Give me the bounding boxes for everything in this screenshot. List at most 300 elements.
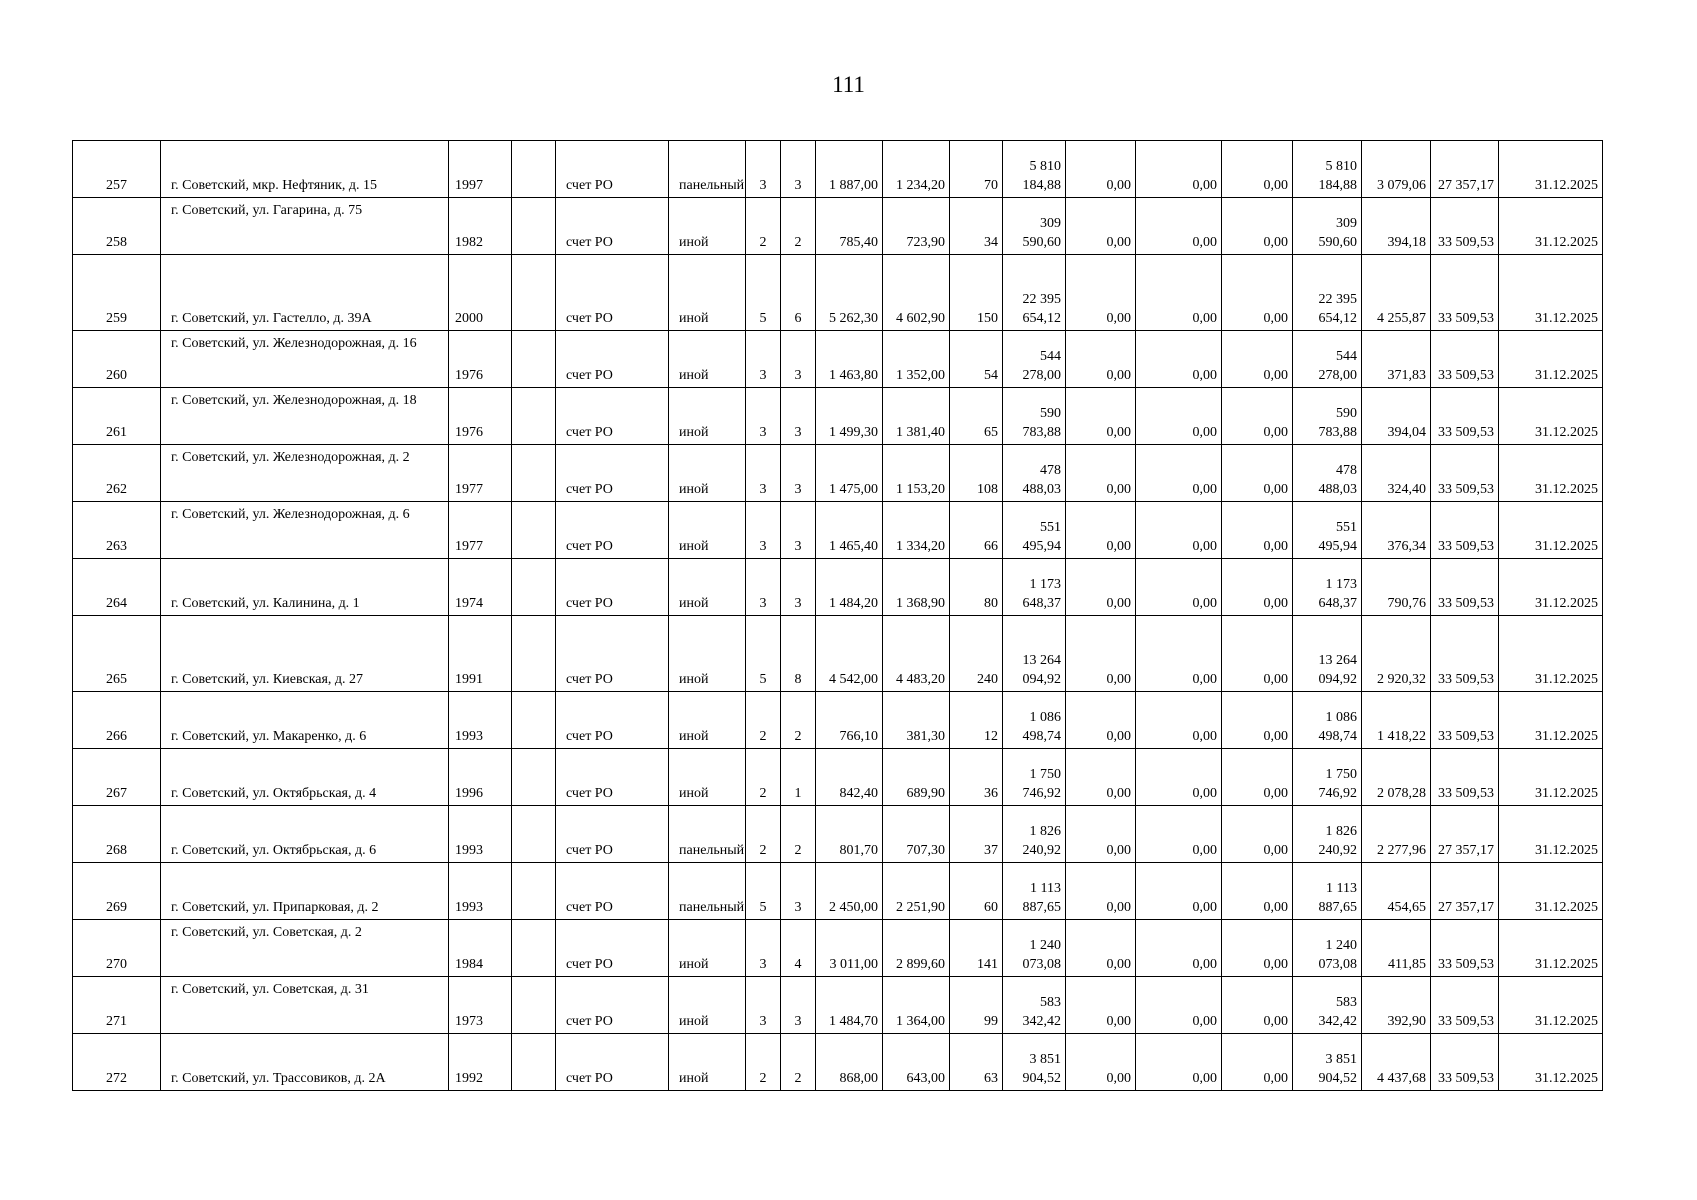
deadline-cell: 31.12.2025 [1499,502,1603,559]
num-cell: 257 [73,141,161,198]
area-living-cell: 1 364,00 [883,977,950,1034]
floors-cell: 5 [746,863,781,920]
cost-fund-cell: 544 278,00 [1293,331,1362,388]
cost-budget-local-cell: 0,00 [1222,559,1293,616]
wall-material-cell: иной [669,445,746,502]
blank-cell [512,331,556,388]
entrances-cell: 3 [781,331,816,388]
num-cell: 261 [73,388,161,445]
cost-fund-cell: 551 495,94 [1293,502,1362,559]
account-cell: счет РО [556,616,669,692]
area-living-cell: 4 483,20 [883,616,950,692]
num-cell: 258 [73,198,161,255]
floors-cell: 3 [746,141,781,198]
cost-budget-regional-cell: 0,00 [1136,977,1222,1034]
num-cell: 271 [73,977,161,1034]
account-cell: счет РО [556,1034,669,1091]
cost-budget-local-cell: 0,00 [1222,198,1293,255]
entrances-cell: 3 [781,863,816,920]
cost-per-m2-cell: 394,18 [1362,198,1431,255]
cost-limit-cell: 33 509,53 [1431,255,1499,331]
area-living-cell: 1 368,90 [883,559,950,616]
address-cell: г. Советский, мкр. Нефтяник, д. 15 [161,141,449,198]
account-cell: счет РО [556,920,669,977]
num-cell: 266 [73,692,161,749]
num-cell: 262 [73,445,161,502]
year-cell: 1977 [449,445,512,502]
address-cell: г. Советский, ул. Железнодорожная, д. 6 [161,502,449,559]
deadline-cell: 31.12.2025 [1499,1034,1603,1091]
residents-cell: 65 [950,388,1003,445]
num-cell: 260 [73,331,161,388]
cost-per-m2-cell: 2 078,28 [1362,749,1431,806]
wall-material-cell: иной [669,616,746,692]
table-row [73,331,1603,388]
cost-budget-local-cell: 0,00 [1222,692,1293,749]
area-total-cell: 1 484,20 [816,559,883,616]
cost-budget-federal-cell: 0,00 [1066,692,1136,749]
wall-material-cell: иной [669,749,746,806]
account-cell: счет РО [556,331,669,388]
cost-fund-cell: 1 173 648,37 [1293,559,1362,616]
table-row [73,255,1603,331]
entrances-cell: 3 [781,977,816,1034]
area-total-cell: 3 011,00 [816,920,883,977]
cost-fund-cell: 478 488,03 [1293,445,1362,502]
wall-material-cell: иной [669,198,746,255]
cost-fund-cell: 1 750 746,92 [1293,749,1362,806]
account-cell: счет РО [556,502,669,559]
cost-per-m2-cell: 376,34 [1362,502,1431,559]
blank-cell [512,806,556,863]
account-cell: счет РО [556,977,669,1034]
year-cell: 1991 [449,616,512,692]
wall-material-cell: панельный [669,141,746,198]
floors-cell: 2 [746,749,781,806]
cost-budget-regional-cell: 0,00 [1136,863,1222,920]
cost-total-cell: 1 113 887,65 [1003,863,1066,920]
deadline-cell: 31.12.2025 [1499,749,1603,806]
account-cell: счет РО [556,692,669,749]
account-cell: счет РО [556,388,669,445]
address-cell: г. Советский, ул. Советская, д. 2 [161,920,449,977]
area-total-cell: 785,40 [816,198,883,255]
cost-limit-cell: 33 509,53 [1431,331,1499,388]
residents-cell: 63 [950,1034,1003,1091]
table-row [73,445,1603,502]
account-cell: счет РО [556,141,669,198]
blank-cell [512,255,556,331]
entrances-cell: 3 [781,445,816,502]
account-cell: счет РО [556,863,669,920]
blank-cell [512,559,556,616]
cost-limit-cell: 33 509,53 [1431,920,1499,977]
cost-budget-regional-cell: 0,00 [1136,255,1222,331]
area-total-cell: 4 542,00 [816,616,883,692]
cost-limit-cell: 33 509,53 [1431,445,1499,502]
cost-budget-local-cell: 0,00 [1222,977,1293,1034]
deadline-cell: 31.12.2025 [1499,198,1603,255]
deadline-cell: 31.12.2025 [1499,141,1603,198]
cost-total-cell: 544 278,00 [1003,331,1066,388]
area-living-cell: 2 251,90 [883,863,950,920]
num-cell: 267 [73,749,161,806]
table-row [73,920,1603,977]
area-living-cell: 381,30 [883,692,950,749]
entrances-cell: 4 [781,920,816,977]
address-cell: г. Советский, ул. Октябрьская, д. 6 [161,806,449,863]
wall-material-cell: панельный [669,863,746,920]
cost-limit-cell: 33 509,53 [1431,502,1499,559]
area-total-cell: 1 499,30 [816,388,883,445]
cost-per-m2-cell: 2 277,96 [1362,806,1431,863]
cost-budget-regional-cell: 0,00 [1136,806,1222,863]
wall-material-cell: иной [669,977,746,1034]
address-cell: г. Советский, ул. Советская, д. 31 [161,977,449,1034]
table-row [73,559,1603,616]
area-living-cell: 707,30 [883,806,950,863]
floors-cell: 2 [746,1034,781,1091]
wall-material-cell: иной [669,331,746,388]
num-cell: 259 [73,255,161,331]
area-living-cell: 1 234,20 [883,141,950,198]
year-cell: 1976 [449,331,512,388]
residents-cell: 12 [950,692,1003,749]
cost-budget-federal-cell: 0,00 [1066,863,1136,920]
address-cell: г. Советский, ул. Макаренко, д. 6 [161,692,449,749]
cost-limit-cell: 33 509,53 [1431,559,1499,616]
num-cell: 270 [73,920,161,977]
cost-budget-federal-cell: 0,00 [1066,616,1136,692]
cost-budget-federal-cell: 0,00 [1066,920,1136,977]
cost-per-m2-cell: 371,83 [1362,331,1431,388]
area-living-cell: 2 899,60 [883,920,950,977]
entrances-cell: 3 [781,559,816,616]
address-cell: г. Советский, ул. Железнодорожная, д. 2 [161,445,449,502]
table-row [73,977,1603,1034]
deadline-cell: 31.12.2025 [1499,806,1603,863]
housing-registry-table [72,140,1603,1091]
residents-cell: 150 [950,255,1003,331]
wall-material-cell: иной [669,920,746,977]
cost-limit-cell: 33 509,53 [1431,692,1499,749]
deadline-cell: 31.12.2025 [1499,388,1603,445]
address-cell: г. Советский, ул. Октябрьская, д. 4 [161,749,449,806]
deadline-cell: 31.12.2025 [1499,255,1603,331]
cost-total-cell: 1 750 746,92 [1003,749,1066,806]
cost-per-m2-cell: 394,04 [1362,388,1431,445]
cost-total-cell: 551 495,94 [1003,502,1066,559]
cost-per-m2-cell: 4 255,87 [1362,255,1431,331]
cost-budget-local-cell: 0,00 [1222,806,1293,863]
address-cell: г. Советский, ул. Железнодорожная, д. 18 [161,388,449,445]
area-living-cell: 4 602,90 [883,255,950,331]
area-total-cell: 1 463,80 [816,331,883,388]
table-row [73,141,1603,198]
cost-budget-federal-cell: 0,00 [1066,445,1136,502]
area-total-cell: 1 484,70 [816,977,883,1034]
deadline-cell: 31.12.2025 [1499,445,1603,502]
cost-per-m2-cell: 4 437,68 [1362,1034,1431,1091]
table-row [73,198,1603,255]
table-row [73,692,1603,749]
cost-limit-cell: 27 357,17 [1431,141,1499,198]
cost-budget-regional-cell: 0,00 [1136,331,1222,388]
account-cell: счет РО [556,445,669,502]
account-cell: счет РО [556,749,669,806]
cost-fund-cell: 1 826 240,92 [1293,806,1362,863]
area-total-cell: 5 262,30 [816,255,883,331]
num-cell: 265 [73,616,161,692]
area-total-cell: 801,70 [816,806,883,863]
wall-material-cell: иной [669,388,746,445]
address-cell: г. Советский, ул. Киевская, д. 27 [161,616,449,692]
deadline-cell: 31.12.2025 [1499,920,1603,977]
floors-cell: 3 [746,331,781,388]
residents-cell: 66 [950,502,1003,559]
cost-total-cell: 5 810 184,88 [1003,141,1066,198]
address-cell: г. Советский, ул. Железнодорожная, д. 16 [161,331,449,388]
cost-budget-regional-cell: 0,00 [1136,616,1222,692]
residents-cell: 99 [950,977,1003,1034]
account-cell: счет РО [556,559,669,616]
cost-per-m2-cell: 3 079,06 [1362,141,1431,198]
account-cell: счет РО [556,198,669,255]
cost-fund-cell: 590 783,88 [1293,388,1362,445]
entrances-cell: 8 [781,616,816,692]
deadline-cell: 31.12.2025 [1499,616,1603,692]
residents-cell: 37 [950,806,1003,863]
residents-cell: 70 [950,141,1003,198]
residents-cell: 240 [950,616,1003,692]
floors-cell: 5 [746,255,781,331]
address-cell: г. Советский, ул. Гагарина, д. 75 [161,198,449,255]
cost-budget-federal-cell: 0,00 [1066,1034,1136,1091]
cost-total-cell: 3 851 904,52 [1003,1034,1066,1091]
num-cell: 272 [73,1034,161,1091]
year-cell: 1977 [449,502,512,559]
cost-budget-local-cell: 0,00 [1222,749,1293,806]
wall-material-cell: иной [669,692,746,749]
area-living-cell: 1 381,40 [883,388,950,445]
cost-budget-federal-cell: 0,00 [1066,331,1136,388]
entrances-cell: 3 [781,502,816,559]
num-cell: 264 [73,559,161,616]
entrances-cell: 2 [781,198,816,255]
blank-cell [512,141,556,198]
area-living-cell: 1 334,20 [883,502,950,559]
num-cell: 269 [73,863,161,920]
blank-cell [512,749,556,806]
wall-material-cell: иной [669,1034,746,1091]
cost-fund-cell: 309 590,60 [1293,198,1362,255]
num-cell: 268 [73,806,161,863]
area-total-cell: 868,00 [816,1034,883,1091]
year-cell: 1982 [449,198,512,255]
cost-budget-local-cell: 0,00 [1222,445,1293,502]
deadline-cell: 31.12.2025 [1499,863,1603,920]
year-cell: 1997 [449,141,512,198]
residents-cell: 80 [950,559,1003,616]
address-cell: г. Советский, ул. Трассовиков, д. 2А [161,1034,449,1091]
cost-budget-regional-cell: 0,00 [1136,198,1222,255]
area-living-cell: 643,00 [883,1034,950,1091]
wall-material-cell: иной [669,559,746,616]
cost-budget-local-cell: 0,00 [1222,331,1293,388]
entrances-cell: 2 [781,806,816,863]
cost-budget-local-cell: 0,00 [1222,255,1293,331]
cost-budget-federal-cell: 0,00 [1066,977,1136,1034]
area-living-cell: 1 153,20 [883,445,950,502]
area-total-cell: 766,10 [816,692,883,749]
year-cell: 1992 [449,1034,512,1091]
cost-total-cell: 1 240 073,08 [1003,920,1066,977]
year-cell: 1974 [449,559,512,616]
year-cell: 1973 [449,977,512,1034]
cost-limit-cell: 27 357,17 [1431,863,1499,920]
cost-per-m2-cell: 411,85 [1362,920,1431,977]
blank-cell [512,198,556,255]
cost-fund-cell: 13 264 094,92 [1293,616,1362,692]
year-cell: 1993 [449,863,512,920]
cost-total-cell: 1 086 498,74 [1003,692,1066,749]
address-cell: г. Советский, ул. Гастелло, д. 39А [161,255,449,331]
floors-cell: 3 [746,388,781,445]
blank-cell [512,920,556,977]
blank-cell [512,692,556,749]
cost-fund-cell: 1 240 073,08 [1293,920,1362,977]
cost-budget-regional-cell: 0,00 [1136,920,1222,977]
cost-budget-local-cell: 0,00 [1222,1034,1293,1091]
area-living-cell: 723,90 [883,198,950,255]
cost-total-cell: 1 826 240,92 [1003,806,1066,863]
floors-cell: 2 [746,692,781,749]
cost-budget-regional-cell: 0,00 [1136,502,1222,559]
deadline-cell: 31.12.2025 [1499,977,1603,1034]
cost-budget-local-cell: 0,00 [1222,920,1293,977]
cost-budget-local-cell: 0,00 [1222,502,1293,559]
blank-cell [512,863,556,920]
deadline-cell: 31.12.2025 [1499,331,1603,388]
cost-budget-regional-cell: 0,00 [1136,559,1222,616]
cost-budget-regional-cell: 0,00 [1136,692,1222,749]
account-cell: счет РО [556,806,669,863]
table-row [73,749,1603,806]
num-cell: 263 [73,502,161,559]
residents-cell: 34 [950,198,1003,255]
table-row [73,502,1603,559]
table-row [73,616,1603,692]
cost-per-m2-cell: 454,65 [1362,863,1431,920]
floors-cell: 3 [746,977,781,1034]
wall-material-cell: иной [669,255,746,331]
cost-budget-regional-cell: 0,00 [1136,749,1222,806]
deadline-cell: 31.12.2025 [1499,692,1603,749]
wall-material-cell: иной [669,502,746,559]
table-row [73,806,1603,863]
year-cell: 1993 [449,806,512,863]
table-row [73,388,1603,445]
wall-material-cell: панельный [669,806,746,863]
cost-total-cell: 22 395 654,12 [1003,255,1066,331]
cost-budget-local-cell: 0,00 [1222,863,1293,920]
cost-limit-cell: 33 509,53 [1431,1034,1499,1091]
floors-cell: 2 [746,806,781,863]
year-cell: 1984 [449,920,512,977]
cost-budget-regional-cell: 0,00 [1136,1034,1222,1091]
blank-cell [512,977,556,1034]
page-number: 111 [832,72,865,97]
area-total-cell: 1 465,40 [816,502,883,559]
cost-total-cell: 1 173 648,37 [1003,559,1066,616]
floors-cell: 3 [746,502,781,559]
cost-limit-cell: 33 509,53 [1431,749,1499,806]
cost-budget-federal-cell: 0,00 [1066,255,1136,331]
cost-budget-federal-cell: 0,00 [1066,198,1136,255]
area-total-cell: 2 450,00 [816,863,883,920]
cost-fund-cell: 22 395 654,12 [1293,255,1362,331]
cost-budget-federal-cell: 0,00 [1066,502,1136,559]
cost-fund-cell: 1 086 498,74 [1293,692,1362,749]
cost-limit-cell: 27 357,17 [1431,806,1499,863]
cost-per-m2-cell: 1 418,22 [1362,692,1431,749]
blank-cell [512,388,556,445]
floors-cell: 3 [746,445,781,502]
table-row [73,1034,1603,1091]
cost-fund-cell: 1 113 887,65 [1293,863,1362,920]
entrances-cell: 3 [781,388,816,445]
cost-budget-regional-cell: 0,00 [1136,445,1222,502]
area-total-cell: 842,40 [816,749,883,806]
cost-limit-cell: 33 509,53 [1431,616,1499,692]
cost-total-cell: 478 488,03 [1003,445,1066,502]
cost-budget-federal-cell: 0,00 [1066,559,1136,616]
cost-budget-federal-cell: 0,00 [1066,806,1136,863]
year-cell: 1976 [449,388,512,445]
blank-cell [512,616,556,692]
year-cell: 2000 [449,255,512,331]
area-living-cell: 1 352,00 [883,331,950,388]
area-total-cell: 1 475,00 [816,445,883,502]
entrances-cell: 1 [781,749,816,806]
cost-budget-local-cell: 0,00 [1222,616,1293,692]
residents-cell: 36 [950,749,1003,806]
floors-cell: 5 [746,616,781,692]
table-row [73,863,1603,920]
cost-budget-federal-cell: 0,00 [1066,141,1136,198]
cost-fund-cell: 5 810 184,88 [1293,141,1362,198]
year-cell: 1996 [449,749,512,806]
account-cell: счет РО [556,255,669,331]
cost-total-cell: 583 342,42 [1003,977,1066,1034]
residents-cell: 108 [950,445,1003,502]
cost-per-m2-cell: 324,40 [1362,445,1431,502]
year-cell: 1993 [449,692,512,749]
blank-cell [512,502,556,559]
cost-limit-cell: 33 509,53 [1431,198,1499,255]
cost-budget-local-cell: 0,00 [1222,388,1293,445]
floors-cell: 2 [746,198,781,255]
address-cell: г. Советский, ул. Калинина, д. 1 [161,559,449,616]
cost-budget-regional-cell: 0,00 [1136,141,1222,198]
cost-limit-cell: 33 509,53 [1431,977,1499,1034]
cost-budget-regional-cell: 0,00 [1136,388,1222,445]
area-total-cell: 1 887,00 [816,141,883,198]
residents-cell: 141 [950,920,1003,977]
cost-per-m2-cell: 392,90 [1362,977,1431,1034]
cost-budget-federal-cell: 0,00 [1066,388,1136,445]
deadline-cell: 31.12.2025 [1499,559,1603,616]
